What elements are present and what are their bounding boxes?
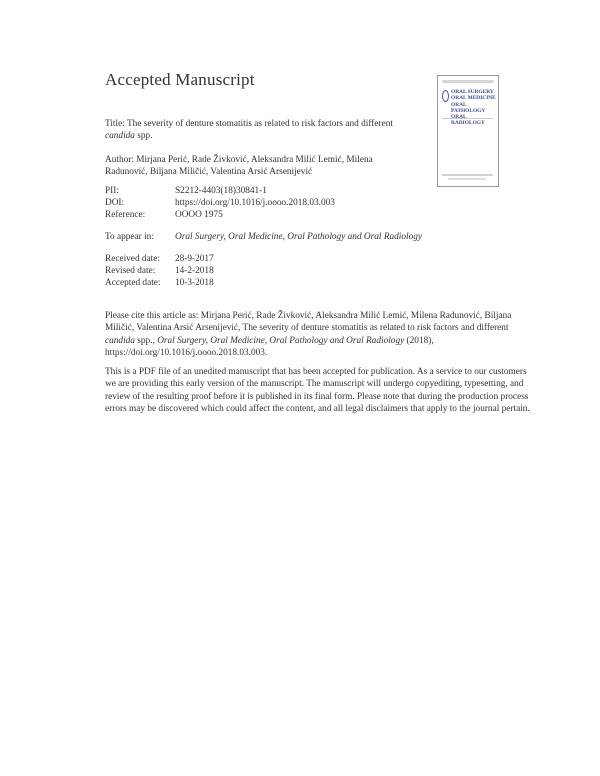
date-key: Accepted date: [105,278,161,288]
title-label: Title: [105,119,125,129]
appear-key: To appear in: [105,232,154,242]
date-value: 28-9-2017 [175,254,214,264]
journal-cover-thumbnail [437,75,499,187]
meta-key: PII: [105,186,119,196]
date-row-accepted [105,278,214,288]
page-heading: Accepted Manuscript [105,70,255,89]
meta-value: OOOO 1975 [175,210,223,220]
date-key: Received date: [105,254,160,264]
citation-paragraph [105,310,530,360]
title-text: The severity of denture stomatitis as related to risk factors and different [126,119,393,129]
meta-row-reference [105,210,223,220]
citation-journal: Oral Surgery, Oral Medicine, Oral Pathology and Oral Radiology [157,335,405,346]
journal-logo-icon [442,90,449,102]
citation-mid: spp., [137,335,155,346]
cover-line: ORAL PATHOLOGY [451,101,486,114]
cover-rule [442,118,493,119]
title-end: spp. [137,131,153,142]
cover-top-bar-right [484,80,494,83]
doi-link[interactable]: https://doi.org/10.1016/j.oooo.2018.03.003 [175,198,335,208]
cover-journal-title [451,89,497,127]
meta-row-doi [105,198,335,208]
date-value: 14-2-2018 [175,266,214,276]
article-title [105,118,415,143]
article-authors [105,154,415,179]
meta-key: DOI: [105,198,125,208]
cover-line: ORAL SURGERY [451,89,494,95]
meta-key: Reference: [105,210,146,220]
cover-footer [442,174,493,176]
citation-intro: Please cite this article as: Mirjana Perić, Rade Živković, Aleksandra Milić Lemić, Milena Radunović, Biljana Miličić, Valentina Arsić Arsenijević, The severity of denture stomatitis as related to risk factors and different [105,311,512,334]
citation-italic: candida [105,335,135,346]
date-row-revised [105,266,214,276]
meta-value: S2212-4403(18)30841-1 [175,186,267,196]
title-italic: candida [105,131,135,142]
appear-journal: Oral Surgery, Oral Medicine, Oral Pathology and Oral Radiology [175,232,423,242]
date-value: 10-3-2018 [175,278,214,288]
cover-footer-2 [448,178,486,180]
appear-row [105,232,422,242]
author-label: Author: [105,155,134,165]
cover-line: ORAL MEDICINE [451,95,496,102]
citation-end: (2018), https://doi.org/10.1016/j.oooo.2018.03.003. [105,335,434,359]
author-names: Mirjana Perić, Rade Živković, Aleksandra Milić Lemić, Milena Radunović, Biljana Miličić, Valentina Arsić Arsenijević [105,155,373,178]
cover-line: RADIOLOGY [451,120,485,127]
notice-paragraph: This is a PDF file of an unedited manuscript that has been accepted for publication. As a service to our customers we are providing this early version of the manuscript. The manuscript will undergo copyediting, typesetting, and review of the resulting proof before it is published in its final form. Please note that during the production process errors may be discovered which could affect the content, and all legal disclaimers that apply to the journal pertain. [105,367,530,415]
date-key: Revised date: [105,266,156,276]
meta-row-pii [105,186,267,196]
date-row-received [105,254,214,264]
